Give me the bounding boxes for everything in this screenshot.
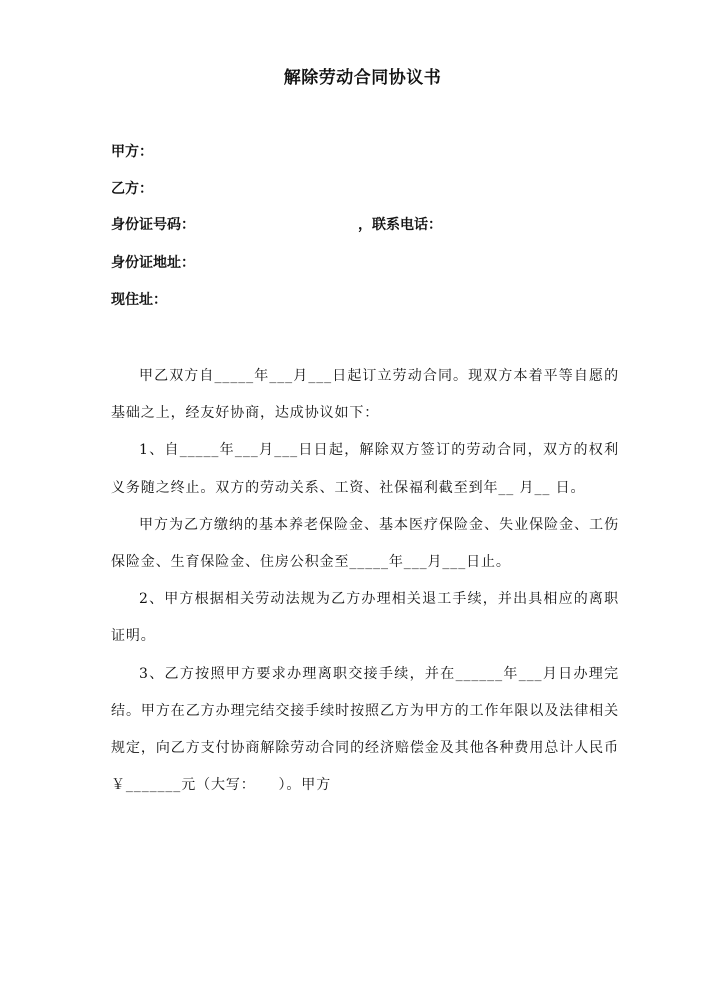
paragraph-intro: 甲乙双方自_____年___月___日起订立劳动合同。现双方本着平等自愿的基础之上，经友好协商，达成协议如下： xyxy=(111,368,619,422)
party-a-label: 甲方： xyxy=(111,144,153,160)
id-number-label: 身份证号码： xyxy=(111,217,195,233)
current-address-label: 现住址： xyxy=(111,292,167,308)
agreement-body xyxy=(111,358,619,804)
id-address-label: 身份证地址： xyxy=(111,255,195,271)
document-title: 解除劳动合同协议书 xyxy=(283,68,442,88)
phone-label: ，联系电话： xyxy=(358,217,442,233)
party-b-label: 乙方： xyxy=(111,181,153,197)
paragraph-clause-2: 2、甲方根据相关劳动法规为乙方办理相关退工手续，并出具相应的离职证明。 xyxy=(111,591,619,645)
paragraph-insurance: 甲方为乙方缴纳的基本养老保险金、基本医疗保险金、失业保险金、工伤保险金、生育保险金、住房公积金至_____年___月___日止。 xyxy=(111,516,619,571)
paragraph-clause-1: 1、自_____年___月___日日起，解除双方签订的劳动合同，双方的权利义务随之终止。双方的劳动关系、工资、社保福利截至到年__ 月__ 日。 xyxy=(111,442,619,496)
paragraph-clause-3: 3、乙方按照甲方要求办理离职交接手续，并在______年___月日办理完结。甲方在乙方办理完结交接手续时按照乙方为甲方的工作年限以及法律相关规定，向乙方支付协商解除劳动合同的经济赔偿金及其他各种费用总计人民币￥_______元（大写： ）。甲方 xyxy=(111,665,619,794)
